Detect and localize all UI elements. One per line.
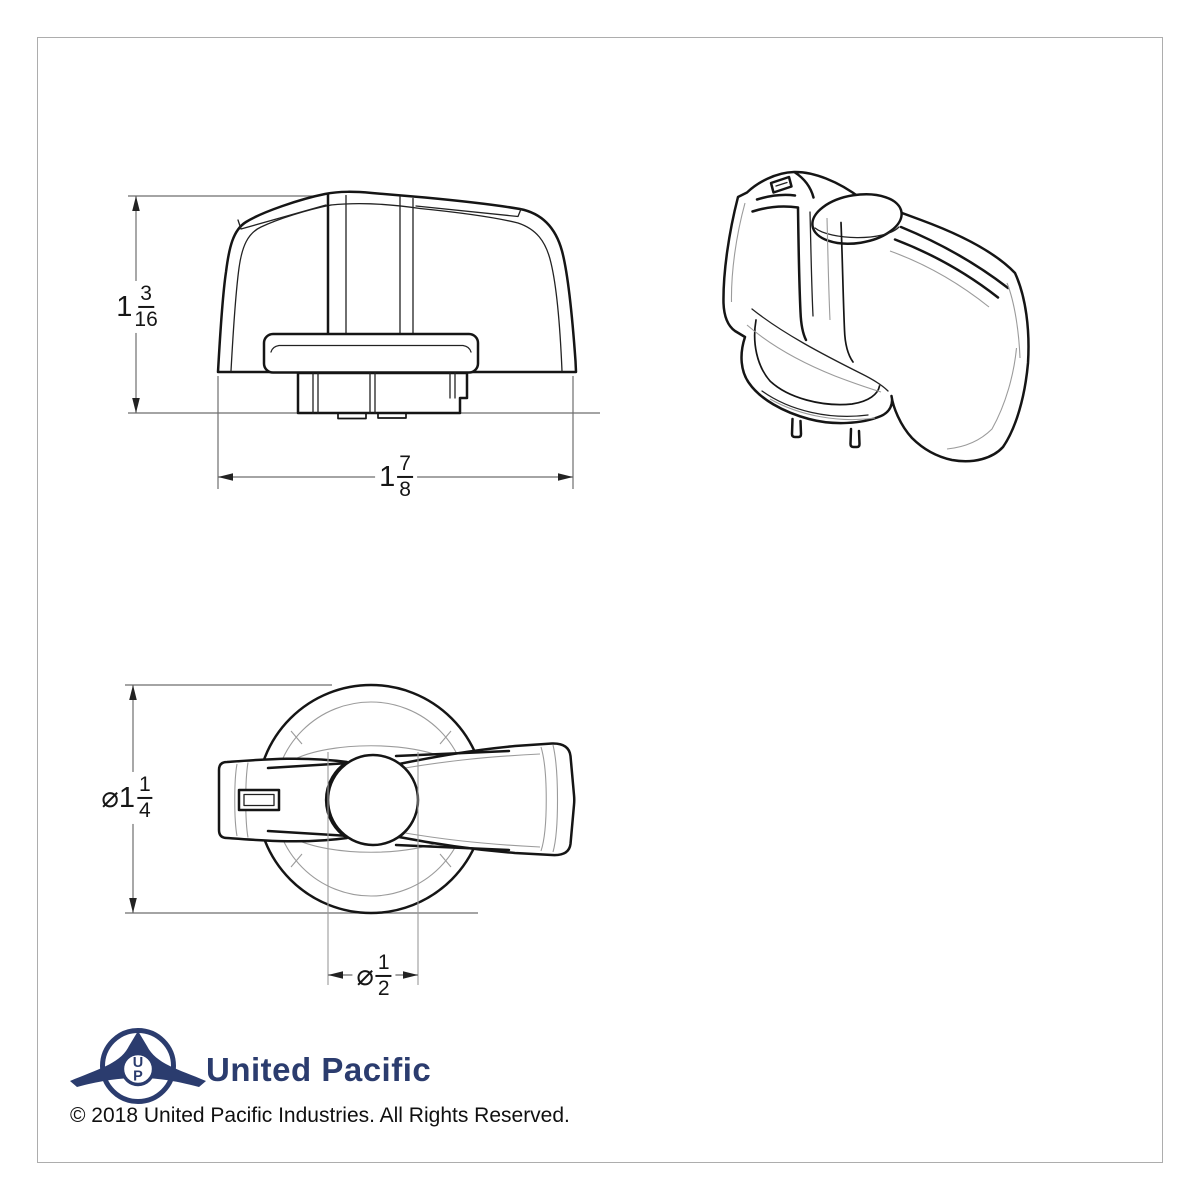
dimension-height-label [112, 281, 162, 333]
fraction-denominator: 4 [138, 799, 151, 822]
fraction-numerator: 1 [137, 774, 153, 799]
arrowhead [132, 398, 140, 413]
dimension-width-label [375, 451, 417, 503]
logo-monogram-p: P [133, 1068, 143, 1085]
hub-hole [328, 755, 418, 845]
dimension-fraction [137, 774, 153, 822]
dimension-whole-number: 1 [116, 290, 133, 323]
dimension-fraction [134, 283, 157, 331]
knob-stem [298, 373, 467, 413]
united-pacific-logo-icon [66, 1024, 210, 1108]
diameter-symbol: ⌀ [101, 781, 119, 814]
bottom-view-drawing [125, 685, 574, 985]
fraction-denominator: 2 [377, 977, 390, 1000]
arrowhead [328, 971, 343, 979]
fraction-numerator: 1 [376, 952, 392, 977]
side-view-drawing [128, 192, 600, 489]
bottom-peg [792, 419, 801, 437]
arrowhead [129, 685, 137, 700]
logo-monogram-u: U [132, 1055, 144, 1071]
arrowhead [218, 473, 233, 481]
bottom-peg [851, 429, 860, 447]
isometric-view-drawing [723, 172, 1028, 461]
brand-name: United Pacific [206, 1051, 432, 1088]
dimension-outer-diameter-label [97, 772, 156, 824]
dimension-whole-number: 1 [379, 460, 396, 493]
knob-flange [264, 334, 478, 373]
dimension-fraction [397, 453, 413, 501]
copyright-text: © 2018 United Pacific Industries. All Rights Reserved. [70, 1104, 570, 1127]
dimension-whole-number: 1 [118, 781, 135, 814]
fraction-denominator: 16 [134, 308, 158, 331]
fraction-denominator: 8 [399, 478, 411, 501]
diameter-symbol: ⌀ [356, 959, 374, 992]
handle-right-arm [399, 743, 574, 855]
arrowhead [558, 473, 573, 481]
dimension-fraction [376, 952, 392, 1000]
arrowhead [129, 898, 137, 913]
dimension-inner-diameter-label [352, 950, 395, 1002]
arrowhead [132, 196, 140, 211]
indicator-slot [239, 790, 279, 810]
fraction-numerator: 3 [138, 283, 154, 308]
arrowhead [403, 971, 418, 979]
fraction-numerator: 7 [397, 453, 413, 478]
